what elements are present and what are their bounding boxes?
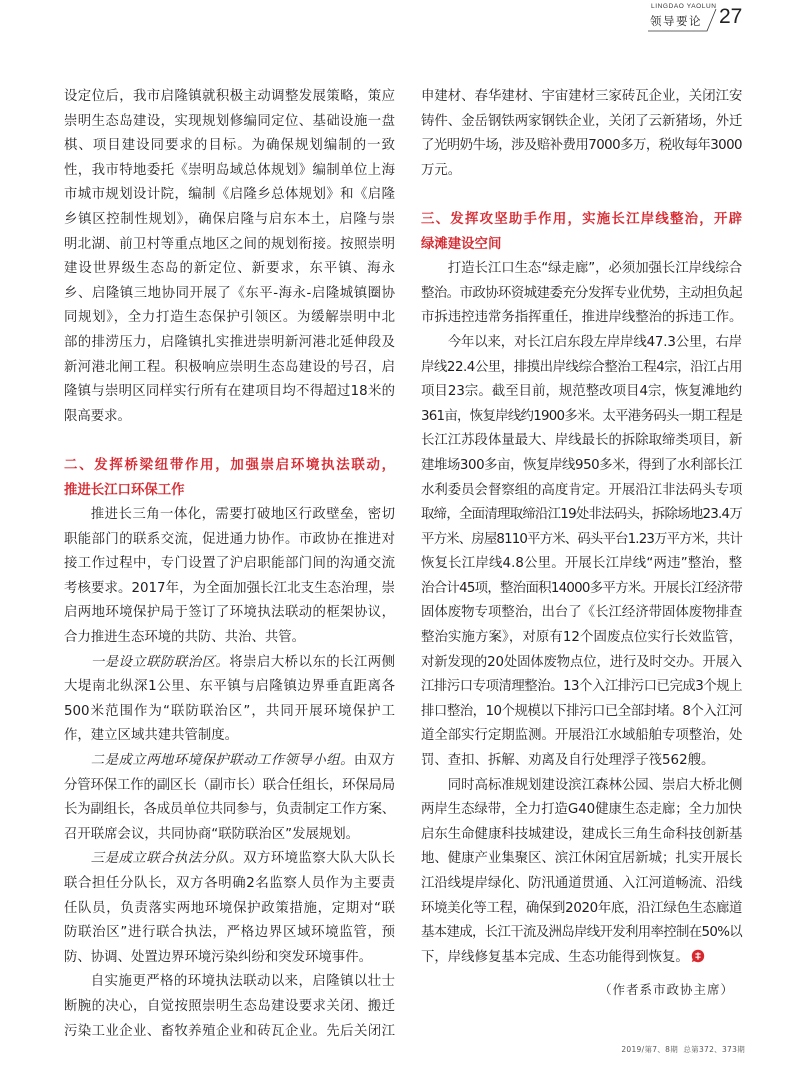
line-text: 新河港北闸工程。积极响应崇明生态岛建设的号召，启: [64, 359, 395, 375]
line-text: 合力推进生态环境的共防、共治、共管。: [64, 630, 306, 646]
text-line: [64, 183, 395, 208]
text-line: [421, 233, 742, 258]
text-line: [421, 405, 742, 430]
text-line: [421, 749, 742, 774]
right-column-body: [421, 85, 742, 970]
text-line: [64, 823, 395, 848]
text-line: [64, 159, 395, 184]
text-line: [64, 85, 395, 110]
page-number: 27: [719, 5, 743, 28]
line-text: 明北湖、前卫村等重点地区之间的规划衔接。按照崇明: [64, 236, 395, 252]
line-text: 污染工业企业、畜牧养殖企业和砖瓦企业。先后关闭江: [64, 1023, 395, 1039]
text-line: [421, 847, 742, 872]
line-text: 大堤南北纵深1公里、东平镇与启隆镇边界垂直距离各: [64, 679, 395, 695]
text-line: [64, 577, 395, 602]
line-text: 性，我市特地委托《崇明岛域总体规划》编制单位上海: [64, 162, 395, 178]
line-text: 设定位后，我市启隆镇就积极主动调整发展策略，策应: [64, 89, 395, 104]
line-text: 职能部门的联系交流，促进通力协作。市政协在推进对: [64, 531, 395, 547]
text-line: [64, 257, 395, 282]
line-text: 二、发挥桥梁纽带作用，加强崇启环境执法联动，: [64, 457, 395, 473]
line-text: 分管环保工作的副区长（副市长）联合任组长，环保局局: [64, 777, 395, 793]
text-line: [64, 110, 395, 135]
issue-info: 2019/第7、8期 总第372、373期: [621, 1045, 745, 1054]
line-text: 启两地环境保护局于签订了环境执法联动的框架协议，: [64, 605, 395, 621]
paragraph: [64, 749, 395, 847]
text-line: [64, 454, 395, 479]
text-line: [64, 479, 395, 504]
text-line: [421, 577, 742, 602]
text-line: [64, 233, 395, 258]
text-line: [421, 774, 742, 799]
line-text: 环境美化等工程，确保到2020年底，沿江绿色生态廊道: [421, 900, 742, 916]
line-text: 召开联席会议，共同协商“联防联治区”发展规划。: [64, 826, 360, 842]
line-text: 项目23宗。截至目前，规范整改项目4宗，恢复滩地约: [421, 384, 742, 400]
lead-phrase: 一是设立联防联治区。: [90, 654, 230, 670]
paragraph: [421, 257, 742, 331]
text-line: [64, 970, 395, 995]
text-line: [64, 503, 395, 528]
text-line: [421, 134, 742, 159]
line-text: 绿滩建设空间: [421, 236, 502, 252]
line-text: 接工作过程中，专门设置了沪启职能部门间的沟通交流: [64, 556, 395, 572]
paragraph: [421, 774, 742, 971]
text-line: [421, 454, 742, 479]
line-text: 市拆违控违常务指挥重任，推进岸线整治的拆违工作。: [421, 310, 743, 326]
text-line: [64, 282, 395, 307]
line-text: 推进长三角一体化，需要打破地区行政壁垒，密切: [90, 507, 395, 523]
text-line: [421, 897, 742, 922]
paragraph: [64, 847, 395, 970]
text-line: [421, 626, 742, 651]
section-heading: [421, 208, 742, 257]
text-line: [421, 601, 742, 626]
text-line: [64, 774, 395, 799]
text-line: [64, 380, 395, 405]
text-line: [421, 700, 742, 725]
line-text: 整治实施方案》，对原有12个固废点位实行长效监管，: [421, 630, 742, 646]
line-text: 平方米、房屋8110平方米、码头平台1.23万平方米，共计: [421, 531, 742, 547]
line-text: 恢复长江岸线4.8公里。开展长江岸线“两违”整治，整: [421, 556, 742, 572]
line-text: 取缔，全面清理取缔沿江19处非法码头，拆除场地23.4万: [421, 507, 742, 523]
line-text: 申建材、春华建材、宇宙建材三家砖瓦企业，关闭江安: [421, 89, 743, 104]
line-text: 排口整治，10个规模以下排污口已全部封堵。8个入江河: [421, 703, 742, 719]
line-text: 建设世界级生态岛的新定位、新要求，东平镇、海永: [64, 261, 395, 277]
line-text: 将崇启大桥以东的长江两侧: [229, 654, 396, 670]
line-text: 道全部实行定期监测。开展沿江水域船舶专项整治，处: [421, 728, 743, 744]
section-title: 领导要论: [650, 14, 702, 28]
text-line: [64, 331, 395, 356]
line-text: 治合计45项，整治面积14000多平方米。开展长江经济带: [421, 580, 742, 596]
text-line: [421, 110, 742, 135]
line-text: 乡、启隆镇三地协同开展了《东平-海永-启隆城镇圈协: [64, 285, 395, 301]
text-line: [421, 528, 742, 553]
line-text: 双方环境监察大队大队长: [243, 851, 396, 867]
right-column: [421, 85, 742, 1003]
line-text: 罚、查扣、拆解、劝离及自行处理浮子筏562艘。: [421, 753, 715, 769]
text-line: [64, 724, 395, 749]
line-text: 防联治区”进行联合执法，严格边界区域环境监管，预: [64, 925, 395, 941]
line-text: 下，岸线修复基本完成、生态功能得到恢复。: [421, 949, 689, 965]
line-text: 水利委员会督察组的高度肯定。开展沿江非法码头专项: [421, 482, 743, 498]
line-text: 自实施更严格的环境执法联动以来，启隆镇以壮士: [90, 974, 395, 990]
line-text: 长江江苏段体量最大、岸线最长的拆除取缔类项目，新: [421, 433, 743, 449]
text-line: [64, 306, 395, 331]
text-line: [64, 749, 395, 774]
line-text: 固体废物专项整治，出台了《长江经济带固体废物排查: [421, 605, 743, 621]
text-line: [64, 1020, 395, 1045]
text-line: [64, 847, 395, 872]
article-end-icon: [691, 949, 705, 963]
text-line: [64, 208, 395, 233]
text-line: [421, 872, 742, 897]
line-text: 限高要求。: [64, 408, 131, 424]
line-text: 对新发现的20处固体废物点位，进行及时交办。开展入: [421, 654, 742, 670]
text-line: [421, 380, 742, 405]
text-line: [64, 798, 395, 823]
line-text: 作，建立区域共建共管制度。: [64, 728, 239, 744]
line-text: 地、健康产业集聚区、滨江休闲宜居新城；扎实开展长: [421, 851, 743, 867]
text-line: [421, 921, 742, 946]
line-text: 断腕的决心，自觉按照崇明生态岛建设要求关闭、搬迁: [64, 998, 395, 1014]
text-line: [64, 651, 395, 676]
text-line: [64, 897, 395, 922]
text-line: [421, 429, 742, 454]
section-heading: [64, 454, 395, 503]
section-pinyin: LINGDAO YAOLUN: [651, 3, 717, 10]
text-line: [421, 479, 742, 504]
line-text: 任队员，负责落实两地环境保护政策措施，定期对“联: [64, 900, 395, 916]
text-line: [421, 356, 742, 381]
text-line: [421, 331, 742, 356]
text-line: [64, 872, 395, 897]
text-line: [421, 552, 742, 577]
line-text: 同规划》，全力打造生态保护引领区。为缓解崇明中北: [64, 310, 395, 326]
line-text: 铸件、金岳钢铁两家钢铁企业，关闭了云新猪场，外迁: [421, 113, 743, 129]
line-text: 市城市规划设计院，编制《启隆乡总体规划》和《启隆: [64, 187, 395, 203]
line-text: 崇明生态岛建设，实现规划修编同定位、基础设施一盘: [64, 113, 395, 129]
text-line: [421, 306, 742, 331]
text-line: [64, 995, 395, 1020]
line-text: 整治。市政协环资城建委充分发挥专业优势，主动担负起: [421, 285, 742, 301]
paragraph: [64, 651, 395, 749]
line-text: 361亩，恢复岸线约1900多米。太平港务码头一期工程是: [421, 408, 742, 424]
line-text: 考核要求。2017年，为全面加强长江北支生态治理，崇: [64, 580, 395, 596]
text-line: [64, 528, 395, 553]
line-text: 乡镇区控制性规划》，确保启隆与启东本土，启隆与崇: [64, 211, 395, 227]
line-text: 建堆场300多亩，恢复岸线950多米，得到了水利部长江: [421, 457, 742, 473]
line-text: 防、协调、处置边界环境污染纠纷和突发环境事件。: [64, 949, 372, 965]
line-text: 棋、项目建设同要求的目标。为确保规划编制的一致: [64, 138, 395, 154]
lead-phrase: 二是成立两地环境保护联动工作领导小组。: [90, 753, 354, 769]
text-line: [421, 946, 742, 971]
text-line: [421, 798, 742, 823]
text-line: [421, 208, 742, 233]
line-text: 长为副组长，各成员单位共同参与，负责制定工作方案、: [64, 802, 395, 818]
paragraph: [421, 331, 742, 774]
text-line: [421, 282, 742, 307]
left-column: [64, 85, 395, 1044]
text-line: [64, 675, 395, 700]
line-text: 由双方: [353, 753, 396, 769]
line-text: 三、发挥攻坚助手作用，实施长江岸线整治，开辟: [421, 211, 742, 227]
text-line: [64, 626, 395, 651]
line-text: 岸线22.4公里，排摸出岸线综合整治工程4宗，沿江占用: [421, 359, 742, 375]
text-line: [421, 675, 742, 700]
line-text: 江排污口专项清理整治。13个入江排污口已完成3个规上: [421, 679, 742, 695]
text-line: [64, 134, 395, 159]
text-line: [421, 651, 742, 676]
line-text: 打造长江口生态“绿走廊”，必须加强长江岸线综合: [447, 261, 742, 277]
line-text: 今年以来，对长江启东段左岸岸线47.3公里，右岸: [447, 334, 742, 350]
text-line: [64, 356, 395, 381]
line-text: 启东生命健康科技城建设，建成长三角生命科技创新基: [421, 826, 743, 842]
line-text: 万元。: [421, 162, 462, 178]
text-line: [421, 724, 742, 749]
text-line: [421, 159, 742, 184]
text-line: [64, 601, 395, 626]
text-line: [421, 823, 742, 848]
text-line: [421, 85, 742, 110]
text-line: [64, 700, 395, 725]
text-line: [64, 921, 395, 946]
line-text: 500米范围作为“联防联治区”，共同开展环境保护工: [64, 703, 395, 719]
author-note: （作者系市政协主席）: [598, 982, 734, 998]
lead-phrase: 三是成立联合执法分队。: [90, 851, 244, 867]
line-text: 推进长江口环保工作: [64, 482, 185, 498]
paragraph: [421, 85, 742, 183]
text-line: [64, 405, 395, 430]
line-text: 隆镇与崇明区同样实行所有在建项目均不得超过18米的: [64, 384, 395, 400]
line-text: 同时高标准规划建设滨江森林公园、崇启大桥北侧: [447, 777, 743, 793]
text-line: [421, 257, 742, 282]
line-text: 两岸生态绿带，全力打造G40健康生态走廊；全力加快: [421, 802, 742, 818]
left-column-body: [64, 85, 395, 1044]
paragraph: [64, 503, 395, 651]
line-text: 联合担任分队长，双方各明确2名监察人员作为主要责: [64, 876, 395, 891]
text-line: [421, 503, 742, 528]
text-line: [64, 552, 395, 577]
paragraph: [64, 970, 395, 1044]
line-text: 部的排涝压力，启隆镇扎实推进崇明新河港北延伸段及: [64, 334, 395, 350]
line-text: 了光明奶牛场，涉及赔补费用7000多万，税收每年3000: [421, 138, 742, 154]
text-line: [64, 946, 395, 971]
paragraph: [64, 85, 395, 429]
line-text: 基本建成，长江干流及洲岛岸线开发利用率控制在50%以: [421, 925, 742, 941]
line-text: 江沿线堤岸绿化、防汛通道贯通、入江河道畅流、沿线: [421, 876, 743, 891]
